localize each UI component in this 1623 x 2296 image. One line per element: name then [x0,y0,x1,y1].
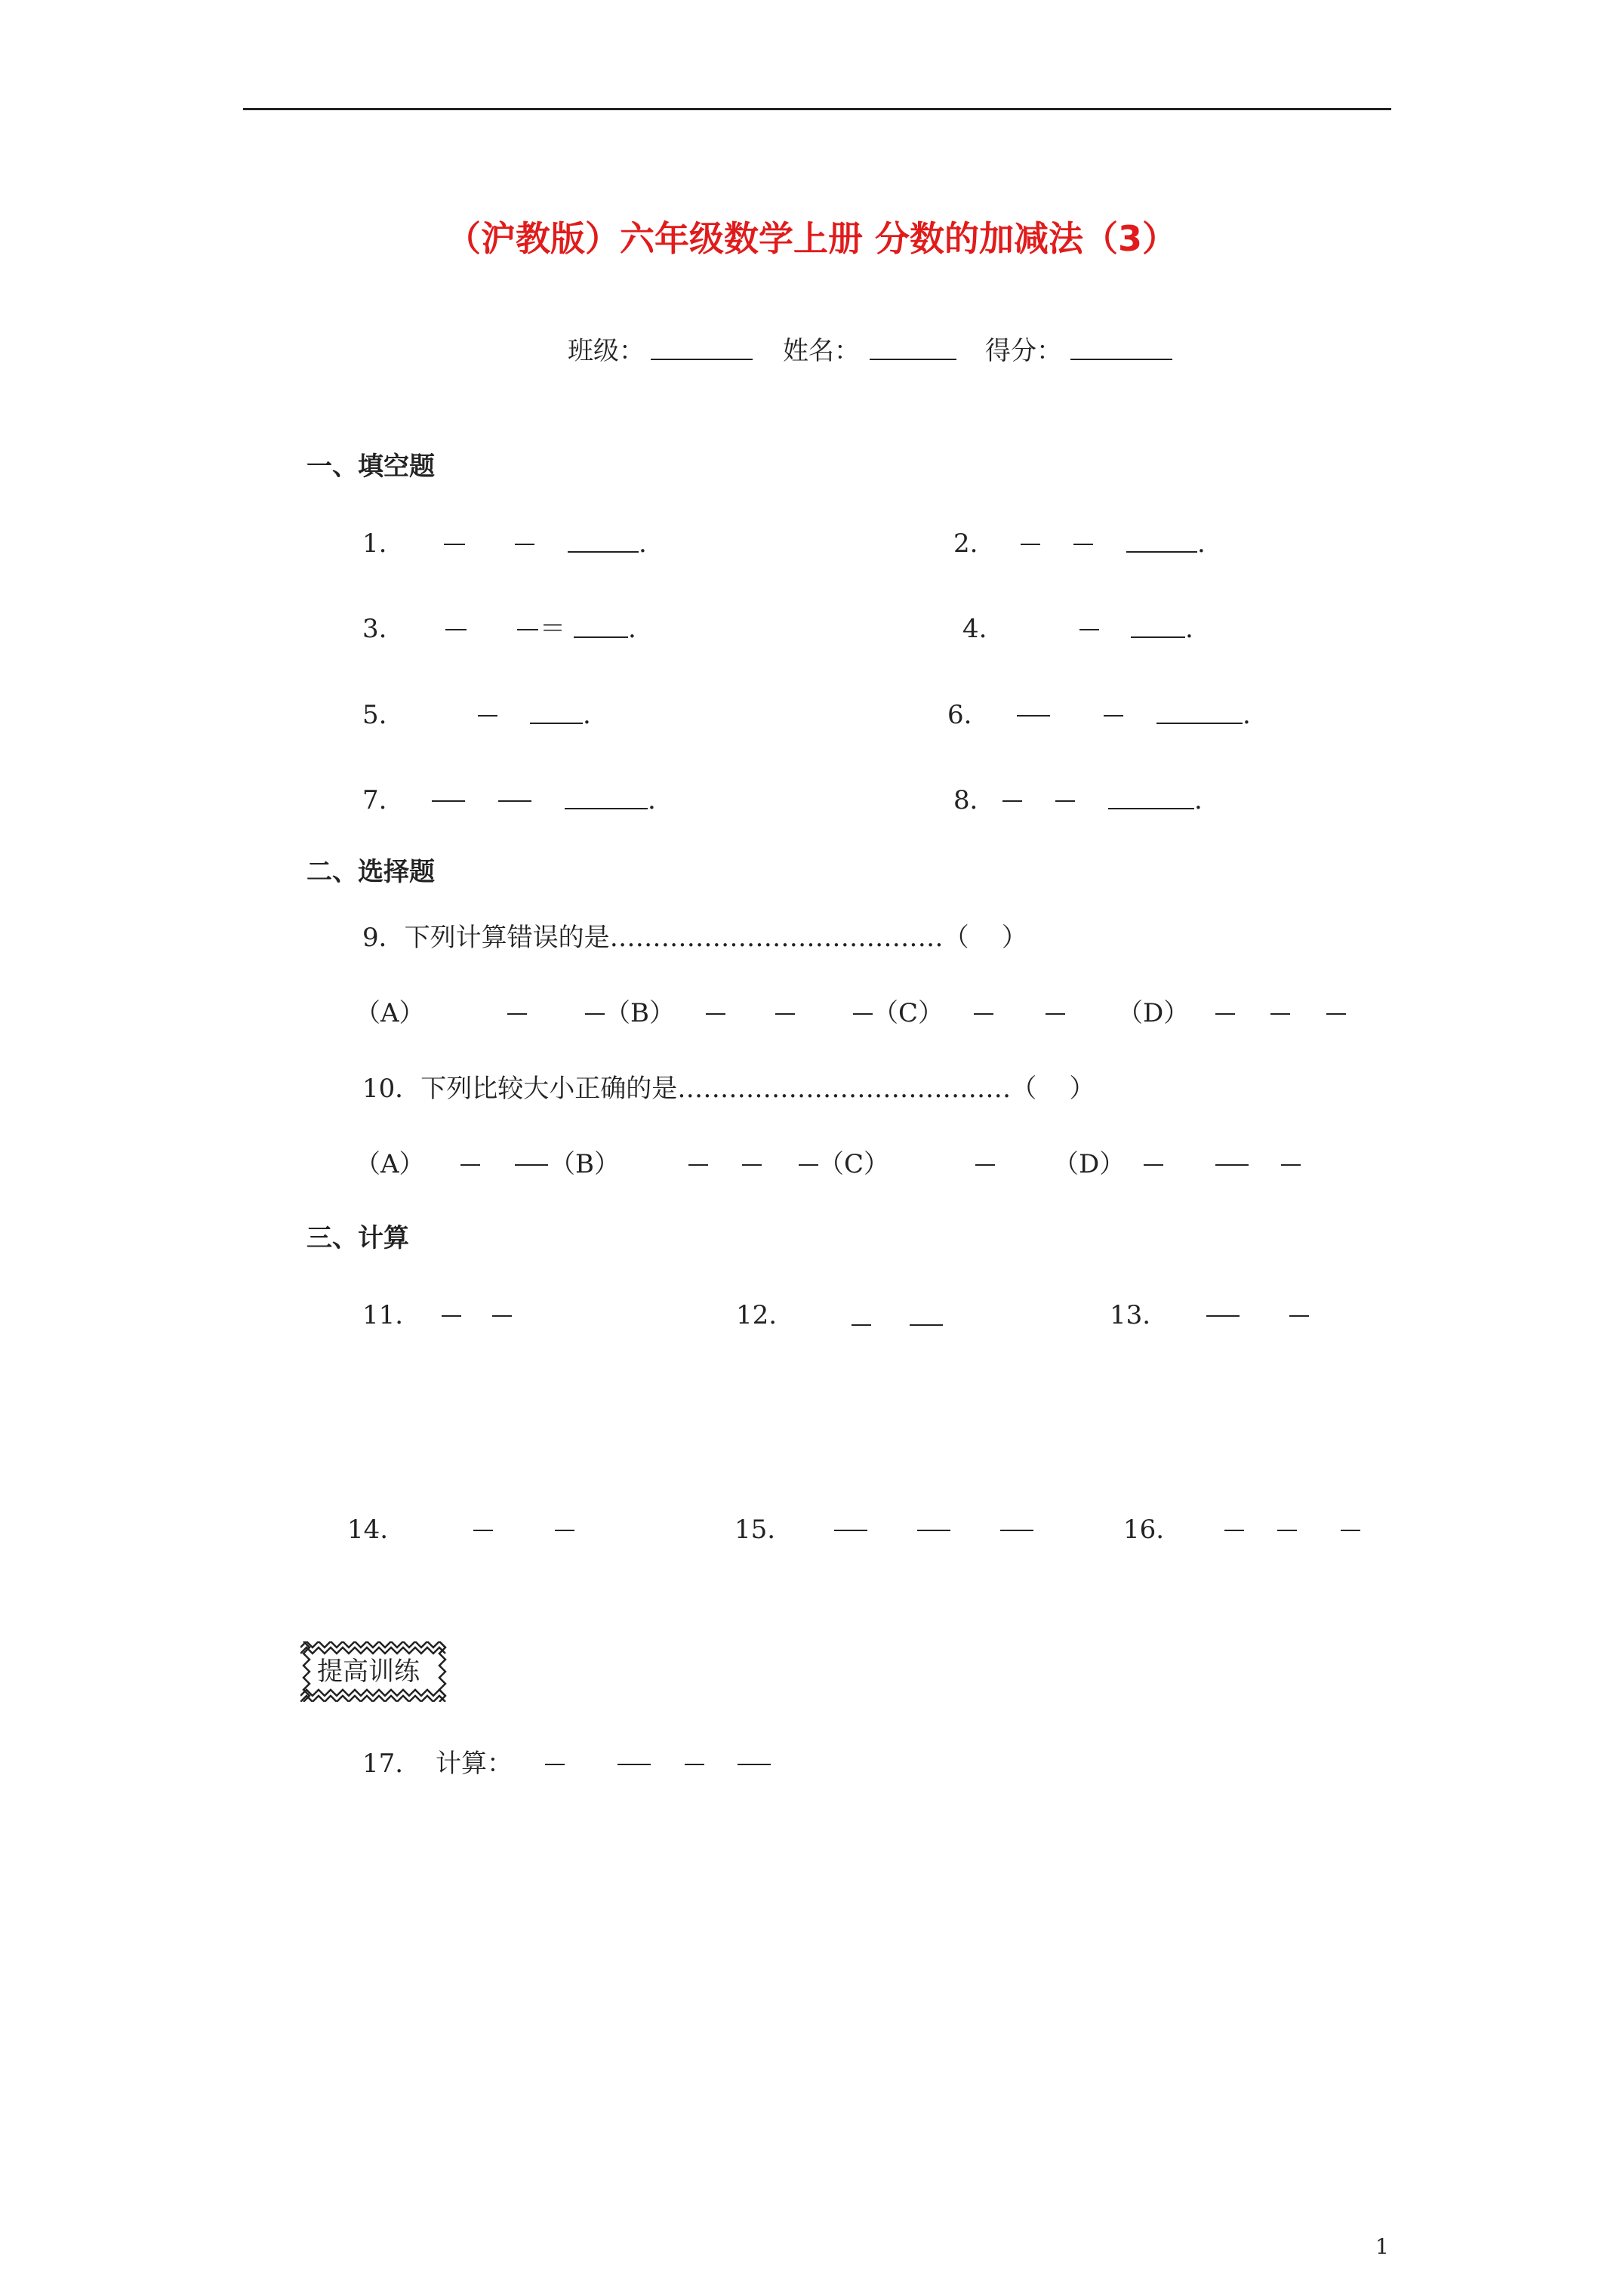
fraction-bar [515,544,534,545]
fill-item-number: 2. [953,529,978,559]
fraction-bar [1215,1164,1249,1166]
fraction-bar [775,1013,795,1015]
period: . [628,614,636,644]
fraction-bar [585,1013,605,1015]
calc-item-number: 13. [1110,1300,1151,1330]
option-c: （C） [818,1149,890,1179]
fraction-bar [1073,544,1093,545]
option-a: （A） [355,998,425,1028]
period: . [639,529,647,559]
period: . [1197,529,1206,559]
fraction-bar [1270,1013,1290,1015]
fraction-bar [1206,1315,1240,1317]
fraction-bar [432,800,465,802]
fraction-bar [1002,800,1022,802]
section-choice-heading: 二、选择题 [306,857,435,887]
fraction-bar [445,629,467,630]
question-17-number: 17. [362,1749,404,1779]
fraction-bar [1079,629,1099,630]
fraction-bar [1055,800,1075,802]
fraction-bar [517,629,538,630]
period: . [1185,614,1193,644]
name-blank [870,336,956,360]
fraction-bar [1046,1013,1065,1015]
fraction-bar [742,1164,762,1166]
calc-item-number: 14. [347,1515,389,1545]
fill-item-number: 4. [962,614,987,644]
page-title: （沪教版）六年级数学上册 分数的加减法（3） [445,218,1178,259]
calc-item-number: 12. [736,1300,778,1330]
fraction-bar [515,1164,548,1166]
fraction-bar [1224,1530,1244,1531]
answer-blank [568,529,639,553]
advanced-training-label: 提高训练 [317,1657,420,1687]
fraction-bar [1021,544,1040,545]
fraction-bar [1281,1164,1301,1166]
fraction-bar [1289,1315,1309,1317]
period: . [1194,785,1203,815]
fraction-bar [910,1324,943,1326]
option-b: （B） [605,998,675,1028]
fraction-bar [442,1315,461,1317]
option-c: （C） [873,998,944,1028]
fraction-bar [738,1764,771,1765]
period: . [583,700,591,730]
calc-item-number: 11. [362,1300,404,1330]
fraction-bar [444,544,465,545]
answer-blank [565,785,648,809]
fraction-bar [706,1013,725,1015]
calc-item-number: 16. [1123,1515,1165,1545]
period: . [648,785,656,815]
fraction-bar [799,1164,818,1166]
section-fill-heading: 一、填空题 [306,451,435,482]
fill-item-number: 5. [362,700,387,730]
fraction-bar [492,1315,512,1317]
fraction-bar [685,1764,704,1765]
fraction-bar [834,1530,867,1531]
fraction-bar [1017,715,1050,717]
equals-sign: ＝ [540,614,565,644]
fill-item-number: 6. [947,700,972,730]
fraction-bar [974,1013,993,1015]
question-9: 9．下列计算错误的是…………………………………（ ） [362,923,1027,953]
fraction-bar [507,1013,527,1015]
fraction-bar [1341,1530,1360,1531]
fraction-bar [852,1324,871,1326]
section-calc-heading: 三、计算 [306,1223,409,1253]
fraction-bar [1326,1013,1346,1015]
fraction-bar [1000,1530,1033,1531]
question-17-label: 计算： [436,1749,513,1779]
fraction-bar [478,715,497,717]
period: . [1243,700,1251,730]
fill-item-number: 1. [362,529,387,559]
option-b: （B） [550,1149,620,1179]
header-rule [243,108,1391,110]
question-10: 10．下列比较大小正确的是…………………………………（ ） [362,1074,1095,1104]
answer-blank [1108,785,1194,809]
option-a: （A） [355,1149,425,1179]
fraction-bar [473,1530,493,1531]
fraction-bar [1277,1530,1297,1531]
page-number: 1 [1375,2234,1389,2259]
fraction-bar [545,1764,565,1765]
name-label: 姓名： [783,336,860,366]
option-d: （D） [1117,998,1190,1028]
fraction-bar [917,1530,950,1531]
fraction-bar [688,1164,708,1166]
calc-item-number: 15. [735,1515,776,1545]
answer-blank [530,700,583,724]
fraction-bar [1215,1013,1235,1015]
score-blank [1070,336,1172,360]
fraction-bar [498,800,531,802]
fraction-bar [853,1013,873,1015]
class-label: 班级： [568,336,645,366]
answer-blank [574,614,628,638]
fraction-bar [617,1764,651,1765]
fill-item-number: 7. [362,785,387,815]
score-label: 得分： [985,336,1062,366]
fill-item-number: 8． [953,785,996,815]
class-blank [651,336,753,360]
answer-blank [1131,614,1185,638]
option-d: （D） [1053,1149,1126,1179]
fill-item-number: 3. [362,614,387,644]
answer-blank [1126,529,1197,553]
fraction-bar [975,1164,995,1166]
answer-blank [1156,700,1243,724]
fraction-bar [555,1530,574,1531]
fraction-bar [1144,1164,1163,1166]
fraction-bar [460,1164,480,1166]
fraction-bar [1104,715,1123,717]
